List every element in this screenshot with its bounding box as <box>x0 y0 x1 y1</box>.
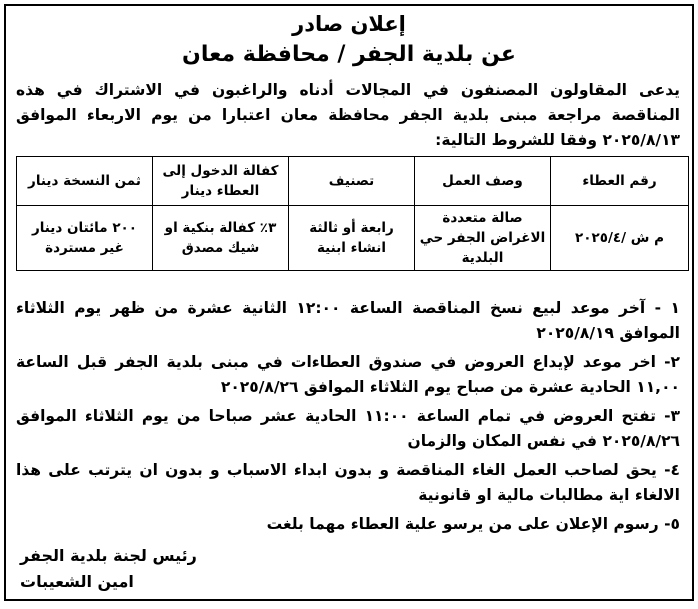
conditions-list <box>16 296 680 541</box>
header-work-description: وصف العمل <box>415 157 551 206</box>
tender-table <box>16 156 689 271</box>
tender-table-header-row <box>17 157 689 206</box>
header-tender-number: رقم العطاء <box>551 157 689 206</box>
announcement-title: إعلان صادر <box>292 12 406 36</box>
condition-item: ١ - آخر موعد لبيع نسخ المناقصة الساعة ١٢:٠٠ الثانية عشرة من ظهر يوم الثلاثاء الموافق ٢٠٢٥/٨/١٩ <box>16 299 680 342</box>
condition-item: ٥- رسوم الإعلان على من يرسو علية العطاء مهما بلغت <box>266 515 680 533</box>
cell-classification: رابعة أو ثالثة انشاء ابنية <box>289 206 415 271</box>
condition-item: ٤- يحق لصاحب العمل الغاء المناقصة و بدون ابداء الاسباب و بدون ان يترتب على هذا الالغاء اية مطالبات مالية او قانونية <box>16 461 680 504</box>
header-classification: تصنيف <box>289 157 415 206</box>
cell-work-description: صالة متعددة الاغراض الجفر حي البلدية <box>415 206 551 271</box>
table-row <box>17 206 689 271</box>
condition-item: ٣- تفتح العروض في تمام الساعة ١١:٠٠ الحادية عشر صباحا من يوم الثلاثاء الموافق ٢٠٢٥/٨/٢٦ في نفس المكان والزمان <box>16 407 681 450</box>
cell-copy-price: ٢٠٠ مائتان دينار غير مستردة <box>17 206 153 271</box>
announcement-page <box>4 4 694 601</box>
cell-tender-number: م ش /٢٠٢٥/٤ <box>551 206 689 271</box>
header-entry-guarantee: كفالة الدخول إلى العطاء دينار <box>153 157 289 206</box>
signature-title: رئيس لجنة بلدية الجفر <box>20 546 197 565</box>
intro-paragraph: يدعى المقاولون المصنفون في المجالات أدناه والراغبون في الاشتراك في هذه المناقصة مراجعة مبنى بلدية الجفر محافظة معان اعتبارا من يوم الاربعاء الموافق ٢٠٢٥/٨/١٣ وفقا للشروط التالية: <box>16 81 680 149</box>
signature-name: امين الشعيبات <box>20 572 134 591</box>
header-copy-price: ثمن النسخة دينار <box>17 157 153 206</box>
condition-item: ٢- اخر موعد لإيداع العروض في صندوق العطاءات في مبنى بلدية الجفر قبل الساعة ١١,٠٠ الحادية عشرة من صباح يوم الثلاثاء الموافق ٢٠٢٥/٨/٢٦ <box>16 353 680 396</box>
cell-entry-guarantee: ٣٪ كفالة بنكية او شيك مصدق <box>153 206 289 271</box>
announcement-subtitle: عن بلدية الجفر / محافظة معان <box>182 42 516 67</box>
